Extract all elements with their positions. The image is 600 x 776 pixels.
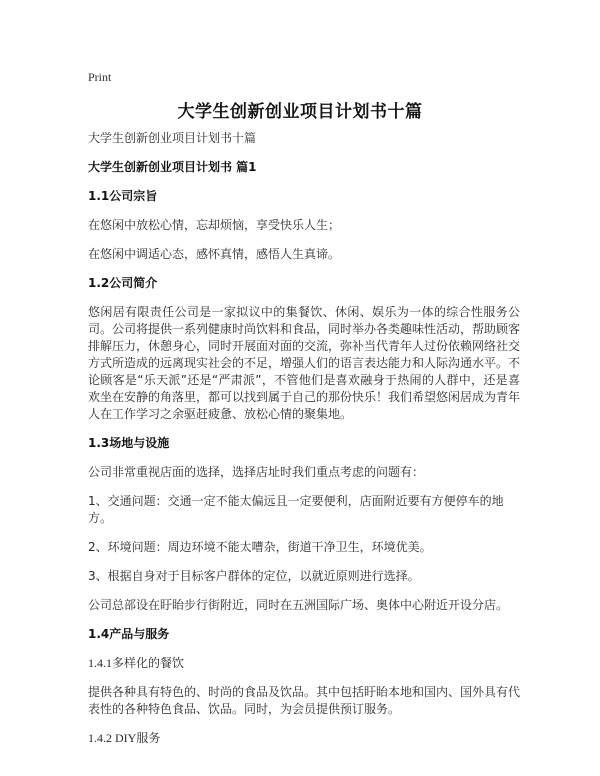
site-intro: 公司非常重视店面的选择，选择店址时我们重点考虑的问题有：: [88, 465, 425, 479]
company-intro-paragraph: 悠闲居有限责任公司是一家拟议中的集餐饮、休闲、娱乐为一体的综合性服务公司。公司将提供一系列健康时尚饮料和食品，同时举办各类趣味性活动，帮助顾客排解压力，休憩身心，同时开展面对面的交流，弥补当代青年人过份依赖网络社交方式所造成的远离现实社会的不足，增强人们的语言表达能力和人际沟通水平。不论顾客是“乐天派”还是“严肃派”，不管他们是喜欢融身于热闹的人群中，还是喜欢坐在安静的角落里，都可以找到属于自己的那份快乐！我们希望悠闲居成为青年人在工作学习之余驱赶疲惫、放松心情的聚集地。: [88, 305, 521, 421]
catering-paragraph: 提供各种具有特色的、时尚的食品及饮品。其中包括盱眙本地和国内、国外具有代表性的各种特色食品、饮品。同时，为会员提供预订服务。: [88, 685, 521, 716]
intro-line: 大学生创新创业项目计划书十篇: [88, 131, 257, 145]
subheading-1-4-1-number: 1.4.1: [88, 656, 112, 670]
site-item-1: 1、交通问题：交通一定不能太偏远且一定要便利，店面附近要有方便停车的地方。: [88, 494, 504, 525]
site-closing: 公司总部设在盱眙步行街附近，同时在五洲国际广场、奥体中心附近开设分店。: [88, 598, 509, 612]
section-title: 大学生创新创业项目计划书 篇1: [88, 160, 257, 174]
subheading-1-4-1-title: 多样化的餐饮: [112, 656, 185, 670]
heading-1-2: 1.2公司简介: [88, 276, 158, 290]
mission-line-1: 在悠闲中放松心情，忘却烦恼，享受快乐人生；: [88, 218, 341, 232]
print-label[interactable]: Print: [88, 70, 112, 84]
subheading-1-4-2: [88, 730, 520, 747]
mission-line-2: 在悠闲中调适心态，感怀真情，感悟人生真谛。: [88, 247, 341, 261]
document-body: [88, 130, 520, 759]
heading-1-1: 1.1公司宗旨: [88, 189, 158, 203]
heading-1-3: 1.3场地与设施: [88, 436, 170, 450]
site-item-2: 2、环境问题：周边环境不能太嘈杂，街道干净卫生，环境优美。: [88, 540, 432, 554]
site-item-3: 3、根据自身对于目标客户群体的定位，以就近原则进行选择。: [88, 569, 420, 583]
document-title: 大学生创新创业项目计划书十篇: [177, 102, 423, 122]
subheading-1-4-2-title: 服务: [136, 731, 161, 745]
subheading-1-4-2-number: 1.4.2 DIY: [88, 731, 137, 745]
subheading-1-4-1: [88, 655, 520, 672]
heading-1-4: 1.4产品与服务: [88, 627, 170, 641]
